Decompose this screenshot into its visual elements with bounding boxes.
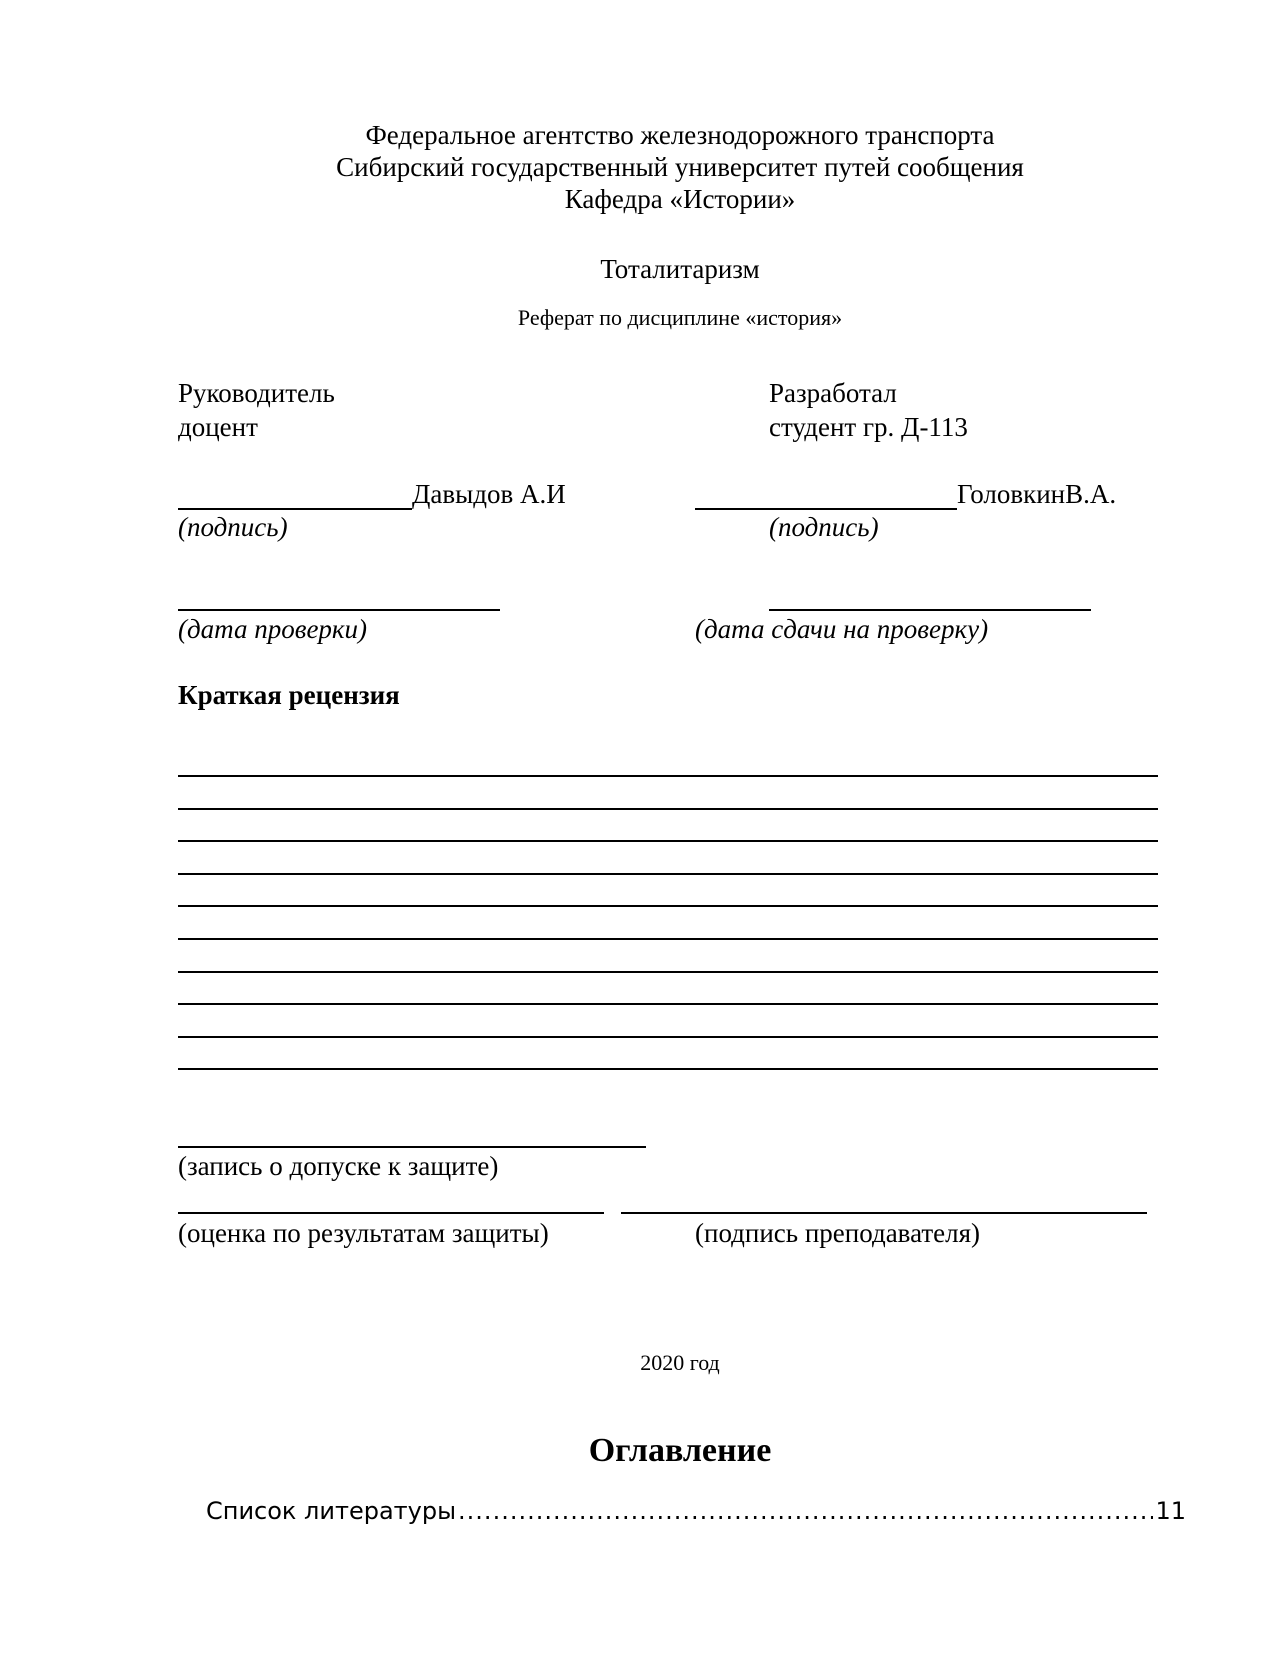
- supervisor-signature-caption: (подпись): [178, 512, 288, 542]
- header-department: Кафедра «Истории»: [564, 184, 796, 214]
- review-line: [178, 1068, 1158, 1070]
- review-line: [178, 905, 1158, 907]
- supervisor-role: Руководитель: [178, 378, 335, 408]
- toc-entry[interactable]: [206, 1497, 1186, 1525]
- document-year: 2020 год: [640, 1350, 720, 1375]
- header-university: Сибирский государственный университет путей сообщения: [336, 152, 1024, 182]
- review-line: [178, 938, 1158, 940]
- review-line: [178, 1036, 1158, 1038]
- review-line: [178, 840, 1158, 842]
- check-date-line: [178, 609, 500, 611]
- review-line: [178, 971, 1158, 973]
- submission-date-line: [769, 609, 1091, 611]
- review-line: [178, 775, 1158, 777]
- review-line: [178, 1003, 1158, 1005]
- grade-caption: (оценка по результатам защиты): [178, 1218, 549, 1248]
- author-signature-caption: (подпись): [769, 512, 879, 542]
- teacher-signature-line: [621, 1212, 1147, 1214]
- work-subtitle: Реферат по дисциплине «история»: [517, 305, 843, 330]
- header-agency: Федеральное агентство железнодорожного транспорта: [365, 120, 995, 150]
- author-name: ГоловкинВ.А.: [957, 479, 1117, 509]
- check-date-caption: (дата проверки): [178, 614, 368, 644]
- grade-line: [178, 1212, 604, 1214]
- supervisor-name: Давыдов А.И: [412, 479, 566, 509]
- author-position: студент гр. Д-113: [769, 412, 968, 442]
- admission-line: [178, 1146, 646, 1148]
- review-line: [178, 873, 1158, 875]
- toc-title: Оглавление: [588, 1432, 772, 1469]
- review-line: [178, 808, 1158, 810]
- toc-entry-leader: [458, 1497, 1153, 1525]
- supervisor-signature-line: [178, 508, 412, 510]
- submission-date-caption: (дата сдачи на проверку): [695, 614, 989, 644]
- teacher-signature-caption: (подпись преподавателя): [695, 1218, 981, 1248]
- admission-caption: (запись о допуске к защите): [178, 1151, 499, 1181]
- author-signature-line: [695, 508, 957, 510]
- work-title: Тоталитаризм: [600, 254, 760, 284]
- supervisor-position: доцент: [178, 412, 258, 442]
- author-role: Разработал: [769, 378, 897, 408]
- toc-entry-label: Список литературы: [206, 1497, 457, 1525]
- review-heading: Краткая рецензия: [178, 680, 400, 710]
- toc-entry-page: 11: [1155, 1497, 1186, 1525]
